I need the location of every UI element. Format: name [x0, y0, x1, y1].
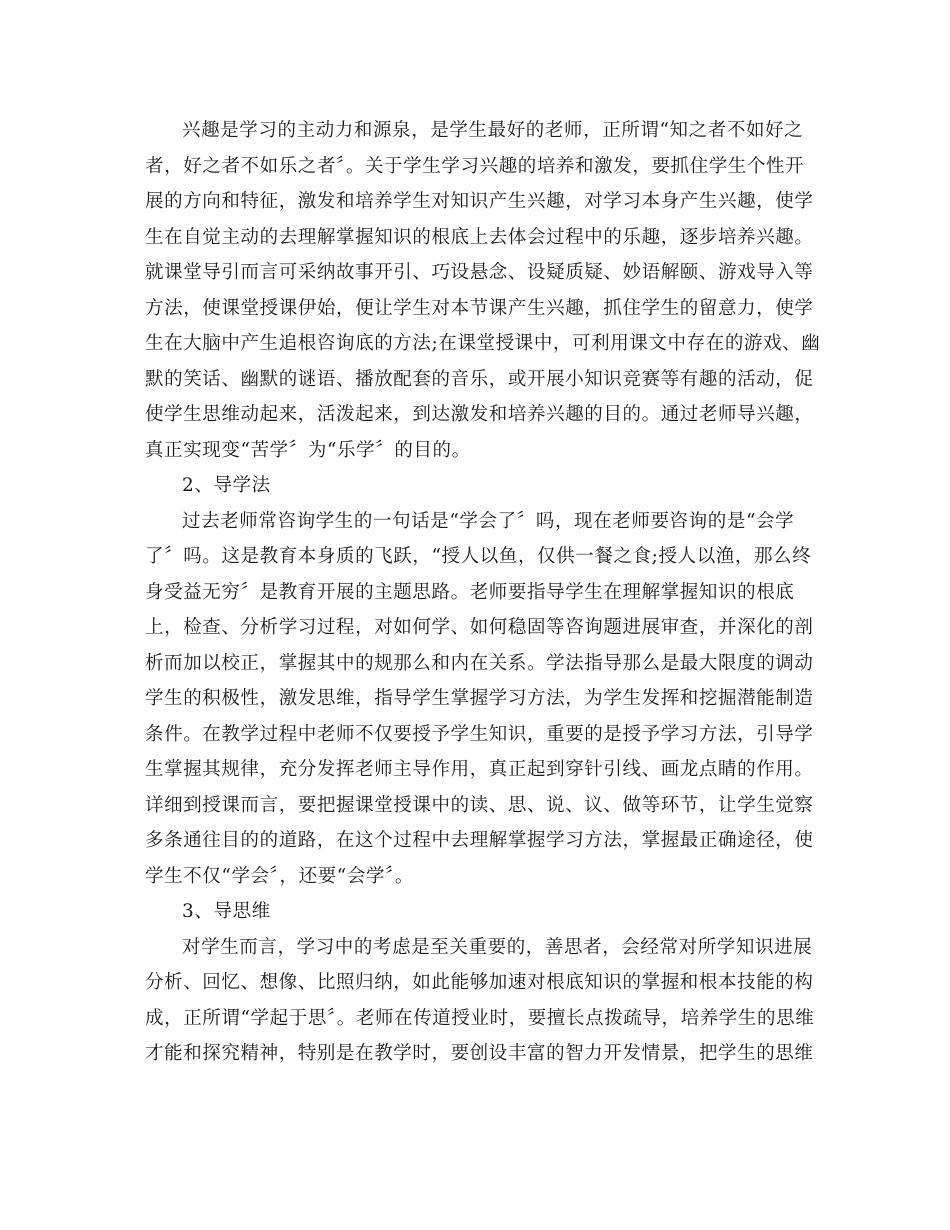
paragraph-line: 使学生思维动起来，活泼起来，到达激发和培养兴趣的目的。通过老师导兴趣， — [145, 404, 814, 425]
paragraph-line: 真正实现变“苦学〞为“乐学〞的目的。 — [145, 439, 471, 461]
paragraph-line: 过去老师常咨询学生的一句话是“学会了〞吗，现在老师要咨询的是“会学 — [182, 510, 795, 532]
paragraph-line: 了〞吗。这是教育本身质的飞跃，“授人以鱼，仅供一餐之食;授人以渔，那么终 — [145, 546, 812, 567]
paragraph-line: 就课堂导引而言可采纳故事开引、巧设悬念、设疑质疑、妙语解颐、游戏导入等 — [145, 262, 814, 283]
paragraph-line: 成，正所谓“学起于思〞。老师在传道授业时，要擅长点拨疏导，培养学生的思维 — [145, 1007, 815, 1029]
section-heading: 2、导学法 — [182, 475, 271, 496]
paragraph-line: 分析、回忆、想像、比照归纳，如此能够加速对根底知识的掌握和根本技能的构 — [145, 972, 814, 993]
paragraph-line: 生在自觉主动的去理解掌握知识的根底上去体会过程中的乐趣，逐步培养兴趣。 — [145, 226, 814, 248]
paragraph-line: 对学生而言，学习中的考虑是至关重要的，善思者，会经常对所学知识进展 — [182, 936, 813, 958]
paragraph-line: 条件。在教学过程中老师不仅要授予学生知识，重要的是授予学习方法，引导学 — [145, 723, 814, 745]
paragraph-line: 默的笑话、幽默的谜语、播放配套的音乐，或开展小知识竞赛等有趣的活动，促 — [145, 368, 814, 390]
paragraph-line: 才能和探究精神，特别是在教学时，要创设丰富的智力开发情景，把学生的思维 — [145, 1043, 814, 1064]
paragraph-line: 方法，使课堂授课伊始，便让学生对本节课产生兴趣，抓住学生的留意力，使学 — [145, 297, 814, 319]
paragraph-line: 详细到授课而言，要把握课堂授课中的读、思、说、议、做等环节，让学生觉察 — [145, 794, 814, 816]
paragraph-line: 上，检查、分析学习过程，对如何学、如何稳固等咨询题进展审查，并深化的剖 — [145, 617, 814, 638]
document-body — [145, 113, 821, 1072]
paragraph-line: 多条通往目的的道路，在这个过程中去理解掌握学习方法，掌握最正确途径，使 — [145, 830, 814, 851]
paragraph-line: 生在大脑中产生追根咨询底的方法;在课堂授课中，可利用课文中存在的游戏、幽 — [145, 333, 821, 354]
paragraph-line: 学生的积极性，激发思维，指导学生掌握学习方法，为学生发挥和挖掘潜能制造 — [145, 688, 814, 709]
paragraph-line: 析而加以校正，掌握其中的规那么和内在关系。学法指导那么是最大限度的调动 — [145, 652, 814, 674]
paragraph-line: 展的方向和特征，激发和培养学生对知识产生兴趣，对学习本身产生兴趣，使学 — [145, 191, 814, 212]
paragraph-line: 学生不仅“学会〞，还要“会学〞。 — [145, 865, 415, 887]
section-heading: 3、导思维 — [182, 901, 271, 922]
paragraph-line: 者，好之者不如乐之者〞。关于学生学习兴趣的培养和激发，要抓住学生个性开 — [145, 155, 805, 177]
paragraph-line: 身受益无穷〞是教育开展的主题思路。老师要指导学生在理解掌握知识的根底 — [145, 581, 795, 603]
paragraph-line: 兴趣是学习的主动力和源泉，是学生最好的老师，正所谓“知之者不如好之 — [182, 120, 804, 141]
paragraph-line: 生掌握其规律，充分发挥老师主导作用，真正起到穿针引线、画龙点睛的作用。 — [145, 759, 814, 780]
